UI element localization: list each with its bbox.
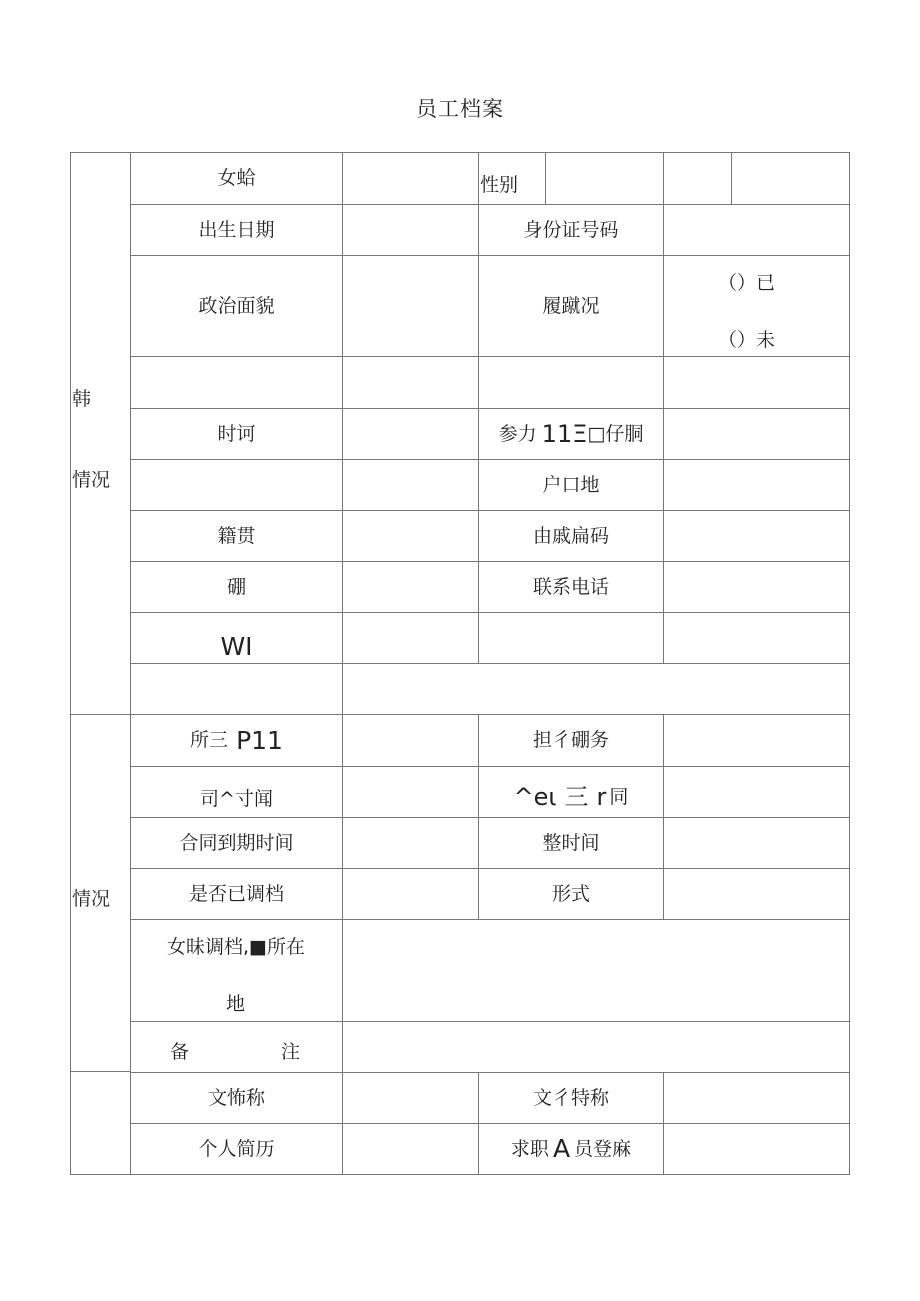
value-department[interactable] (342, 714, 479, 767)
label-hukou (478, 459, 664, 511)
label-contract (478, 766, 664, 818)
value-time[interactable] (342, 408, 479, 460)
label-marital-status-text: 履蹴况 (542, 294, 600, 317)
label-contract-expiry (130, 817, 343, 869)
option-married[interactable]: （）已 (718, 272, 776, 294)
label-wi-text: WI (220, 632, 253, 661)
label-contract-c: r (596, 782, 607, 811)
label-time-text: 时诃 (217, 422, 256, 445)
label-contact-phone-text: 联系电话 (532, 575, 609, 598)
value-political-status[interactable] (342, 255, 479, 357)
value-native-place[interactable] (342, 510, 479, 562)
blank-r6-b[interactable] (342, 459, 479, 511)
label-join-work (478, 408, 664, 460)
label-wi (130, 612, 343, 664)
label-marital-status (478, 255, 664, 357)
page-title: 员工档案 (416, 97, 504, 121)
blank-r1-a[interactable] (545, 152, 664, 205)
label-contract-b: 三 (564, 782, 589, 811)
blank-r9-c[interactable] (478, 612, 664, 664)
label-join-work-b: 11Ξ (541, 419, 588, 448)
value-contract[interactable] (663, 766, 850, 818)
label-position-text: 担彳硼务 (532, 729, 609, 752)
option-unmarried[interactable]: （）未 (718, 329, 776, 351)
value-position[interactable] (663, 714, 850, 767)
label-name (130, 152, 343, 205)
label-form (478, 868, 664, 920)
label-position (478, 714, 664, 767)
label-gender: 性别 (480, 174, 519, 196)
label-resume (130, 1123, 343, 1175)
blank-r1-b[interactable] (663, 152, 732, 205)
blank-r4-c[interactable] (478, 356, 664, 409)
label-resume-text: 个人简历 (198, 1137, 275, 1160)
label-join-work-c: □仔胴 (587, 422, 644, 445)
blank-r9-b[interactable] (342, 612, 479, 664)
label-department-b: P11 (236, 725, 283, 755)
label-application (478, 1123, 664, 1175)
label-entry (130, 766, 343, 818)
value-birth-date[interactable] (342, 204, 479, 256)
blank-r9-d[interactable] (663, 612, 850, 664)
value-name[interactable] (342, 152, 479, 205)
label-hukou-text: 户口地 (542, 473, 600, 496)
label-birth-date (130, 204, 343, 256)
value-entry[interactable] (342, 766, 479, 818)
label-adjust-time (478, 817, 664, 869)
label-file-transferred (130, 868, 343, 920)
value-peng[interactable] (342, 561, 479, 613)
value-id-number[interactable] (663, 204, 850, 256)
value-file-transferred[interactable] (342, 868, 479, 920)
label-application-a: 求职 (510, 1137, 549, 1160)
photo-cell[interactable] (731, 152, 850, 205)
label-title-rank-text: 文彳特称 (532, 1086, 609, 1109)
label-contract-expiry-text: 合同到期时间 (179, 831, 294, 854)
value-remark[interactable] (342, 1021, 850, 1073)
label-political-status (130, 255, 343, 357)
label-application-b: A (552, 1134, 571, 1163)
label-adjust-time-text: 整时间 (542, 831, 600, 854)
label-remark-b: 注 (281, 1041, 301, 1063)
label-title-rank (478, 1072, 664, 1124)
label-contact-phone (478, 561, 664, 613)
label-peng (130, 561, 343, 613)
label-native-place (130, 510, 343, 562)
label-contract-d: 同 (609, 785, 629, 808)
value-title-rank[interactable] (663, 1072, 850, 1124)
label-entry-text: 司^寸闻 (200, 787, 273, 810)
value-application[interactable] (663, 1123, 850, 1175)
value-contract-expiry[interactable] (342, 817, 479, 869)
label-join-work-a: 参力 (498, 422, 537, 445)
section-label-basic-b: 情况 (72, 469, 111, 491)
section-cell-basic (70, 152, 131, 715)
blank-r10-b[interactable] (342, 663, 850, 715)
value-hukou[interactable] (663, 459, 850, 511)
label-id-number (478, 204, 664, 256)
label-file-location-b: 地 (226, 993, 246, 1015)
label-postal-code (478, 510, 664, 562)
label-native-place-text: 籍贯 (217, 524, 256, 547)
label-remark-a: 备 (170, 1041, 190, 1063)
label-file-transferred-text: 是否已调档 (188, 882, 284, 905)
value-form[interactable] (663, 868, 850, 920)
label-birth-date-text: 出生日期 (198, 218, 275, 241)
label-form-text: 形式 (551, 882, 590, 905)
label-id-number-text: 身份证号码 (523, 218, 619, 241)
label-education-text: 文怖称 (207, 1086, 265, 1109)
label-time (130, 408, 343, 460)
section-cell-last (70, 1071, 131, 1175)
blank-r4-d[interactable] (663, 356, 850, 409)
label-application-c: 员登麻 (574, 1137, 632, 1160)
value-contact-phone[interactable] (663, 561, 850, 613)
section-label-work: 情况 (72, 888, 111, 910)
value-adjust-time[interactable] (663, 817, 850, 869)
label-remark-cell (130, 1021, 343, 1073)
value-join-work[interactable] (663, 408, 850, 460)
blank-r4-a[interactable] (130, 356, 343, 409)
label-peng-text: 硼 (226, 575, 246, 598)
section-label-basic-a: 韩 (72, 388, 92, 410)
value-resume[interactable] (342, 1123, 479, 1175)
blank-r6-a[interactable] (130, 459, 343, 511)
label-contract-a: ^eι (513, 782, 557, 811)
value-postal-code[interactable] (663, 510, 850, 562)
label-education (130, 1072, 343, 1124)
blank-r10-a[interactable] (130, 663, 343, 715)
value-education[interactable] (342, 1072, 479, 1124)
blank-r4-b[interactable] (342, 356, 479, 409)
label-name-text: 女蛤 (217, 167, 256, 190)
label-political-status-text: 政治面貌 (198, 294, 275, 317)
value-file-location[interactable] (342, 919, 850, 1022)
label-department (130, 714, 343, 767)
label-department-a: 所三 (190, 729, 229, 752)
label-file-location-a: 女昧调档,■所在 (167, 936, 305, 958)
label-postal-code-text: 由戚扁码 (532, 524, 609, 547)
value-gender[interactable] (478, 152, 546, 205)
